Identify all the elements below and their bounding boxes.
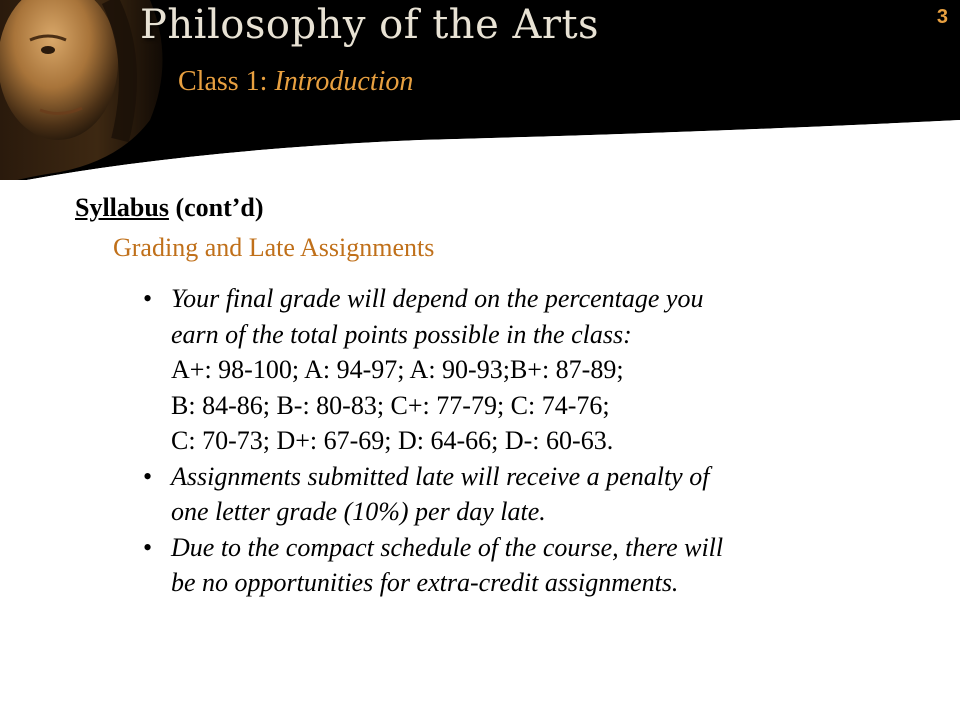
bullet-dot: • [143, 461, 153, 491]
bullet-item [143, 459, 903, 530]
bullet-dot: • [143, 284, 153, 313]
bullet-dot: • [143, 532, 153, 562]
bullet-line: be no opportunities for extra-credit assignments. [171, 568, 679, 597]
class-topic: Introduction [274, 66, 414, 97]
grade-scale-line: A+: 98-100; A: 94-97; A: 90-93;B+: 87-89; [171, 355, 624, 384]
grade-scale-line: B: 84-86; B-: 80-83; C+: 77-79; C: 74-76; [171, 390, 610, 420]
subheading: Grading and Late Assignments [113, 233, 435, 262]
bullet-list [143, 281, 903, 601]
header-banner [0, 0, 960, 180]
class-label: Class 1: [178, 66, 275, 97]
bullet-item [143, 281, 903, 459]
heading-text: Syllabus [75, 193, 169, 222]
bullet-line: earn of the total points possible in the class: [171, 319, 632, 349]
bullet-line: Your final grade will depend on the percentage you [171, 284, 704, 313]
bullet-line: Assignments submitted late will receive a penalty of [171, 461, 710, 491]
grade-scale-line: C: 70-73; D+: 67-69; D: 64-66; D-: 60-63. [171, 426, 614, 455]
slide-number: 3 [936, 6, 948, 28]
heading-suffix: (cont’d) [168, 193, 264, 222]
bullet-line: one letter grade (10%) per day late. [171, 497, 546, 526]
class-heading [178, 66, 413, 98]
course-title: Philosophy of the Arts [140, 2, 600, 48]
bullet-line: Due to the compact schedule of the course, there will [171, 532, 724, 562]
bullet-item [143, 530, 903, 601]
section-heading [75, 193, 264, 223]
